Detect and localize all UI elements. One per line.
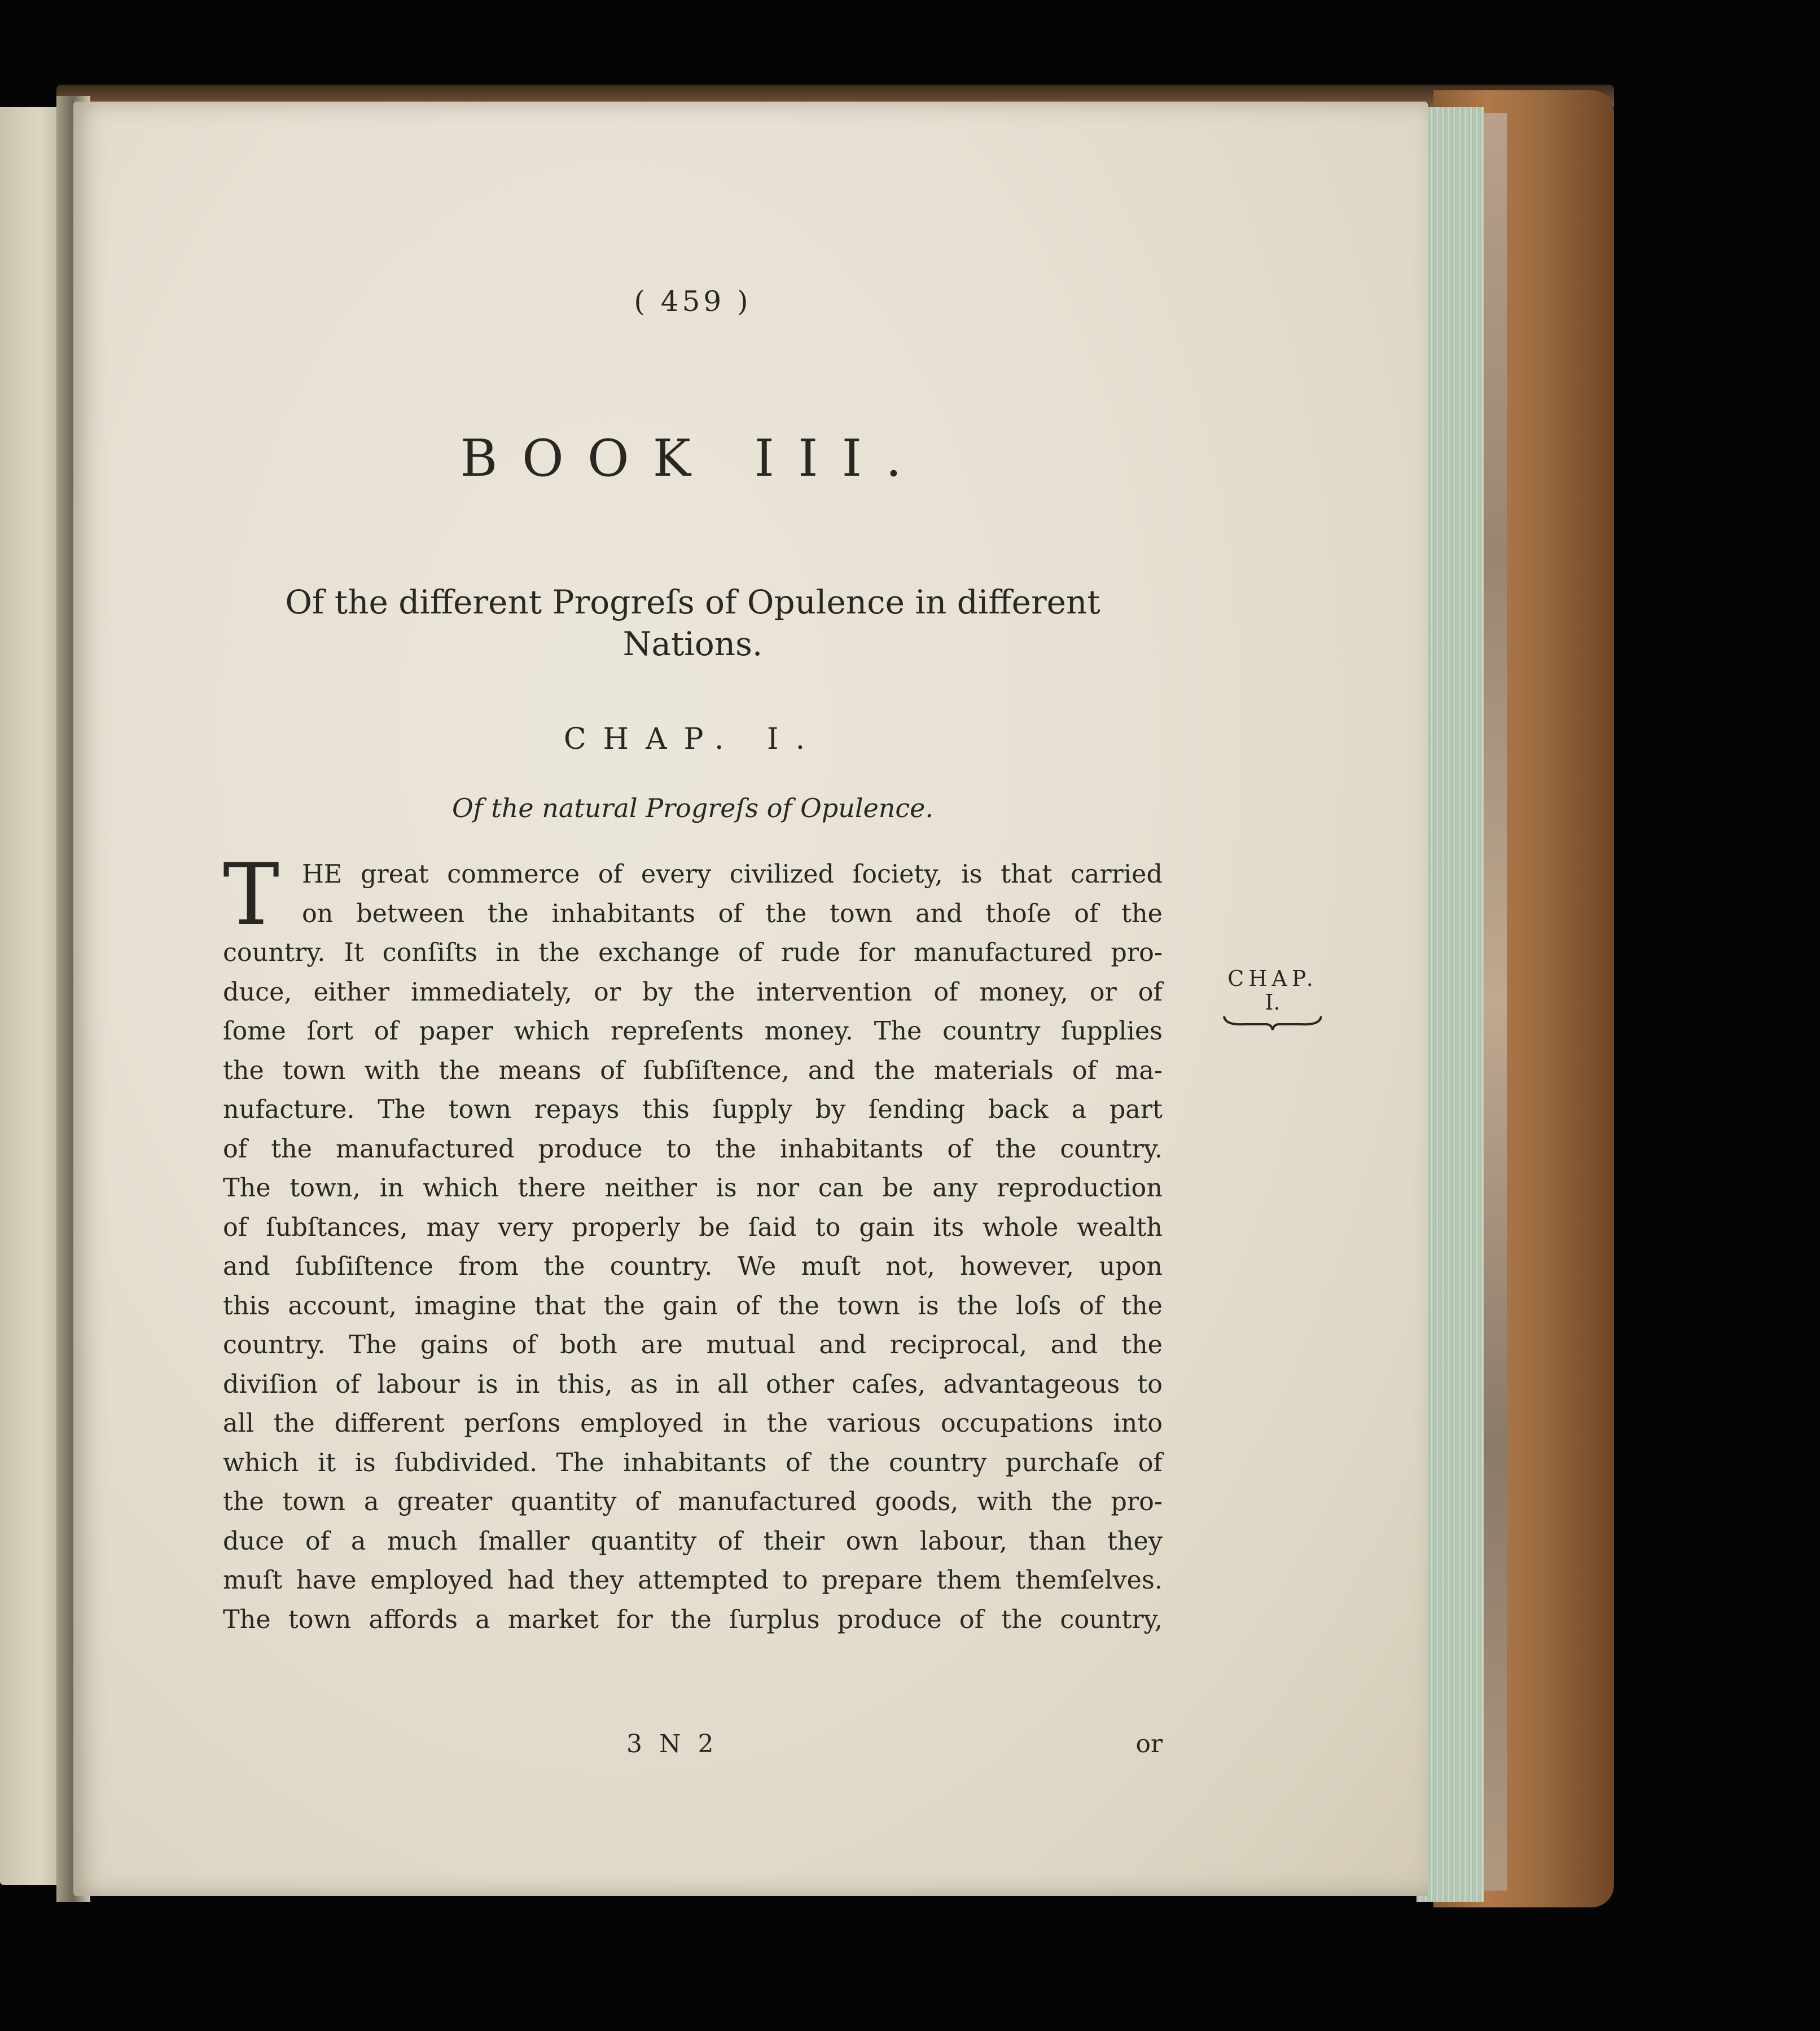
- body-text: [223, 846, 1163, 1639]
- part-title-line-1: Of the different Progreſs of Opulence in different: [285, 583, 1100, 621]
- page-number: ( 459 ): [634, 285, 752, 318]
- text-line: all the different perſons employed in the various occupations into: [223, 1409, 1163, 1438]
- text-line: ſome ſort of paper which repreſents money. The country ſupplies: [223, 1017, 1163, 1046]
- catchword: or: [1135, 1730, 1163, 1758]
- dropcap-paragraph: [223, 846, 1163, 944]
- text-line: on between the inhabitants of the town and thoſe of the: [302, 899, 1163, 928]
- brace-icon: [1222, 1014, 1323, 1031]
- text-line: this account, imagine that the gain of the town is the loſs of the: [223, 1291, 1163, 1321]
- text-line: the town a greater quantity of manufactured goods, with the pro-: [223, 1488, 1163, 1516]
- text-line: which it is ſubdivided. The inhabitants of the country purchaſe of: [223, 1448, 1163, 1477]
- drop-cap: T: [223, 846, 280, 944]
- marbled-endpaper: [1484, 113, 1507, 1890]
- text-line: The town affords a market for the ſurplus produce of the country,: [223, 1605, 1163, 1634]
- text-line: diviſion of labour is in this, as in all other caſes, advantageous to: [223, 1370, 1163, 1399]
- text-line: nufacture. The town repays this ſupply by ſending back a part: [223, 1095, 1163, 1124]
- marginal-note-chap: CHAP.: [1227, 966, 1318, 991]
- part-title: [223, 581, 1163, 665]
- text-line: of the manufactured produce to the inhabitants of the country.: [223, 1134, 1163, 1164]
- text-line: and ſubſiſtence from the country. We muſt not, however, upon: [223, 1252, 1163, 1281]
- text-line: duce of a much ſmaller quantity of their own labour, than they: [223, 1526, 1163, 1556]
- text-line: of ſubſtances, may very properly be ſaid to gain its whole wealth: [223, 1213, 1163, 1242]
- text-line: muſt have employed had they attempted to prepare them themſelves.: [223, 1566, 1163, 1595]
- text-line: The town, in which there neither is nor can be any reproduction: [223, 1174, 1163, 1203]
- signature-mark: 3 N 2: [626, 1730, 718, 1758]
- text-line: the town with the means of ſubſiſtence, and the materials of ma-: [223, 1056, 1163, 1085]
- right-page: [73, 102, 1428, 1896]
- book-title: BOOK III.: [460, 429, 926, 488]
- text-line: duce, either immediately, or by the intervention of money, or of: [223, 977, 1163, 1007]
- text-line: country. The gains of both are mutual and reciprocal, and the: [223, 1331, 1163, 1359]
- chapter-subtitle: Of the natural Progreſs of Opulence.: [451, 793, 934, 823]
- marginal-note: [1213, 968, 1332, 1031]
- text-line: country. It conſiſts in the exchange of rude for manufactured pro-: [223, 938, 1163, 967]
- part-title-line-2: Nations.: [622, 625, 763, 663]
- chapter-heading: CHAP. I.: [563, 722, 822, 756]
- marginal-note-number: I.: [1265, 990, 1280, 1015]
- text-line: HE great commerce of every civilized ſociety, is that carried: [302, 860, 1163, 889]
